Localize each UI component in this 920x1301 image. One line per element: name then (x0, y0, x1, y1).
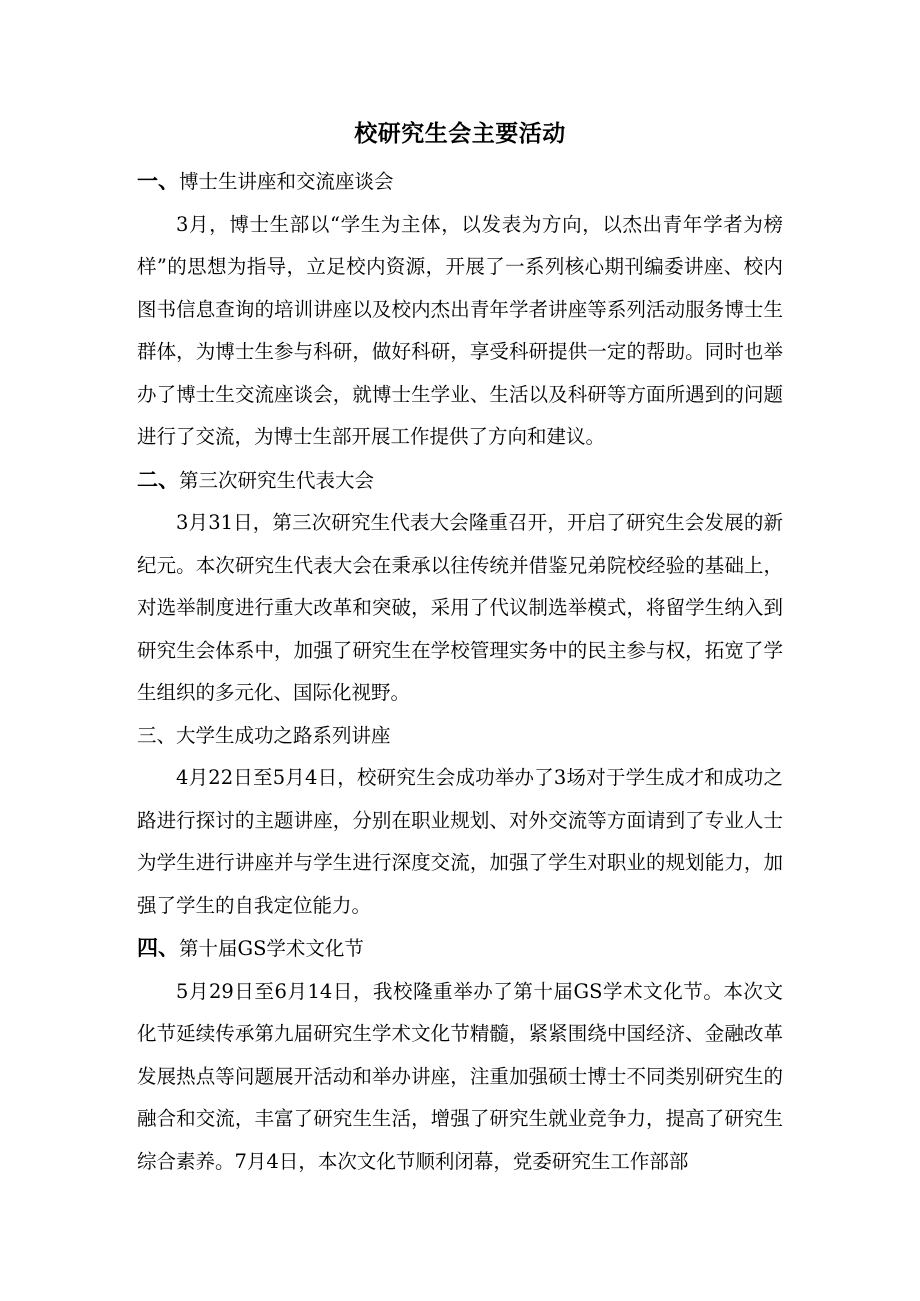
section-number: 四、 (137, 935, 179, 960)
section-heading (137, 459, 783, 503)
section-paragraph: 3月31日，第三次研究生代表大会隆重召开，开启了研究生会发展的新纪元。本次研究生代表大会在秉承以往传统并借鉴兄弟院校经验的基础上，对选举制度进行重大改革和突破，采用了代议制选举模式，将留学生纳入到研究生会体系中，加强了研究生在学校管理实务中的民主参与权，拓宽了学生组织的多元化、国际化视野。 (137, 511, 783, 704)
section-success-lectures (137, 715, 783, 928)
section-number: 三、 (137, 723, 177, 747)
section-paragraph: 4月22日至5月4日，校研究生会成功举办了3场对于学生成才和成功之路进行探讨的主题讲座，分别在职业规划、对外交流等方面请到了专业人士为学生进行讲座并与学生进行深度交流，加强了学生对职业的规划能力，加强了学生的自我定位能力。 (137, 766, 783, 917)
section-heading (137, 927, 783, 971)
section-graduate-congress (137, 459, 783, 715)
section-heading (137, 715, 783, 758)
section-doctoral-lectures (137, 160, 783, 459)
section-paragraph: 3月，博士生部以“学生为主体，以发表为方向，以杰出青年学者为榜样”的思想为指导，立足校内资源，开展了一系列核心期刊编委讲座、校内图书信息查询的培训讲座以及校内杰出青年学者讲座等系列活动服务博士生群体，为博士生参与科研，做好科研，享受科研提供一定的帮助。同时也举办了博士生交流座谈会，就博士生学业、生活以及科研等方面所遇到的问题进行了交流，为博士生部开展工作提供了方向和建议。 (137, 212, 783, 448)
section-heading-text: 大学生成功之路系列讲座 (176, 723, 391, 747)
section-heading-text: 第三次研究生代表大会 (179, 468, 375, 492)
document-body (137, 160, 783, 1183)
section-number: 一、 (137, 168, 179, 193)
section-heading-text: 第十届GS学术文化节 (179, 937, 364, 960)
section-heading-text: 博士生讲座和交流座谈会 (179, 170, 394, 193)
section-heading (137, 160, 783, 204)
document-title: 校研究生会主要活动 (354, 120, 566, 147)
section-paragraph: 5月29日至6月14日，我校隆重举办了第十届GS学术文化节。本次文化节延续传承第九届研究生学术文化节精髓，紧紧围绕中国经济、金融改革发展热点等问题展开活动和举办讲座，注重加强硕士博士不同类别研究生的融合和交流，丰富了研究生生活，增强了研究生就业竞争力，提高了研究生综合素养。7月4日，本次文化节顺利闭幕，党委研究生工作部部 (137, 979, 783, 1173)
section-gs-festival (137, 927, 783, 1183)
section-number: 二、 (137, 466, 179, 492)
